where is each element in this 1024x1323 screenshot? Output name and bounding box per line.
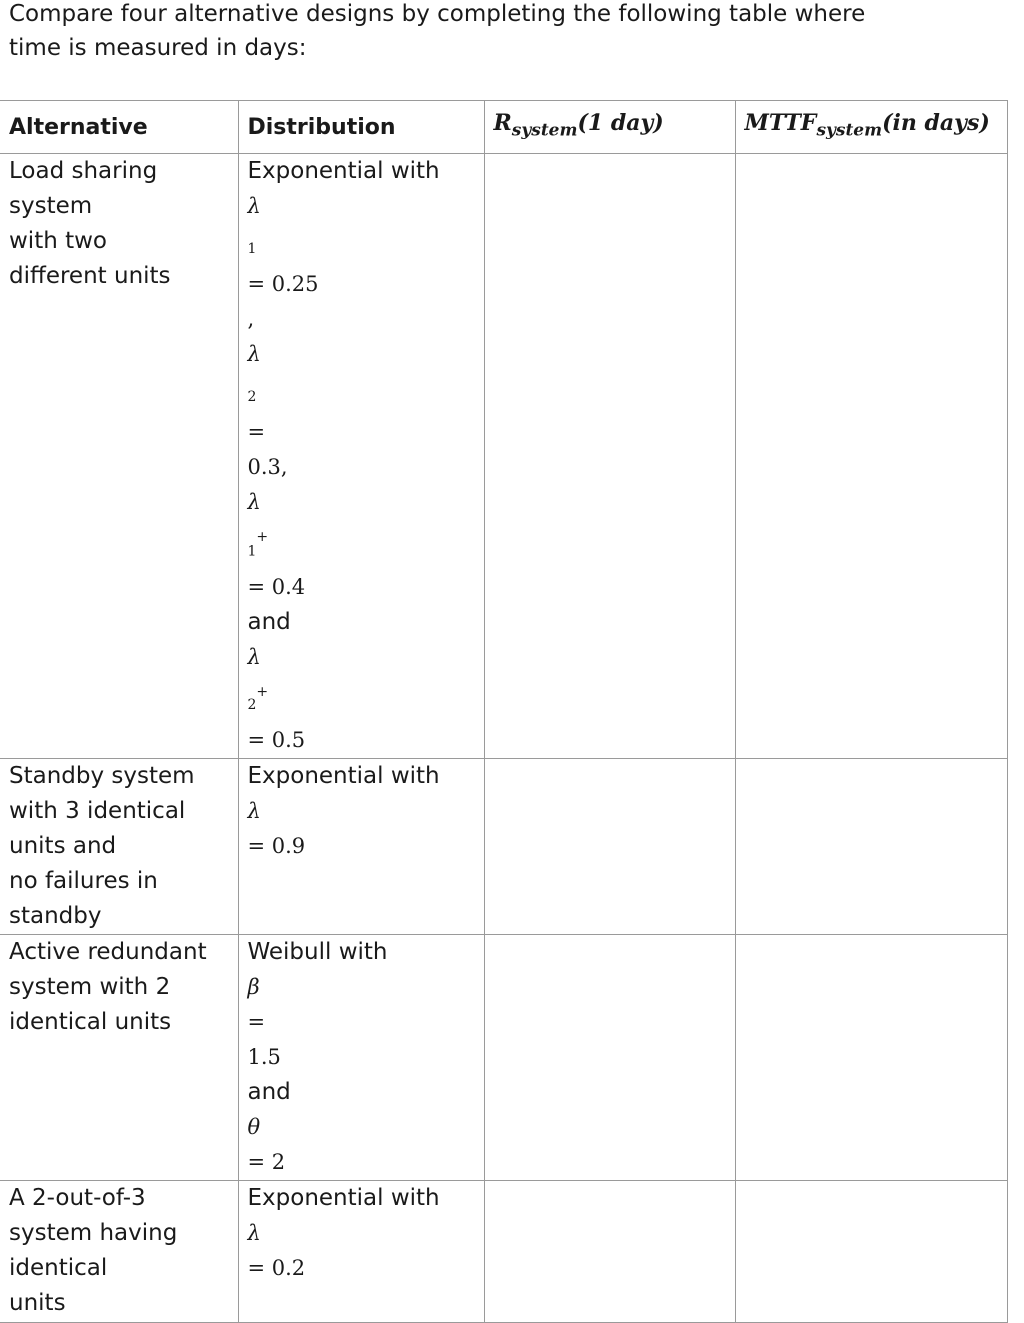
distribution-name: Weibull with xyxy=(247,938,388,965)
lambda-value: = 0.2 xyxy=(247,1255,306,1280)
problem-statement-line-1: Compare four alternative designs by completing the following table where xyxy=(9,1,866,27)
conjunction: and xyxy=(247,608,291,635)
lambda-symbol: λ xyxy=(247,644,261,669)
theta-value: = 2 xyxy=(247,1149,286,1174)
alternative-line: system with 2 xyxy=(9,973,171,1000)
equals-sign: = xyxy=(247,420,266,445)
reliability-answer-cell[interactable] xyxy=(484,154,735,759)
alternative-line: identical xyxy=(9,1254,108,1281)
mttf-argument: (in days) xyxy=(882,109,990,136)
theta-line xyxy=(248,1075,484,1180)
lambda-rate-line xyxy=(248,794,484,864)
reliability-answer-cell[interactable] xyxy=(484,758,735,934)
lambda-superscript: + xyxy=(256,529,269,546)
beta-symbol: β xyxy=(247,974,260,999)
equals-sign: = xyxy=(247,1009,266,1034)
lambda-symbol: λ xyxy=(247,490,261,515)
distribution-line: Exponential with xyxy=(247,158,440,184)
lambda-value: = 0.5 xyxy=(247,727,306,752)
separator: , xyxy=(247,307,255,332)
lambda-plus-line xyxy=(248,485,484,639)
header-alternative: Alternative xyxy=(0,101,238,154)
reliability-subscript: system xyxy=(511,120,578,141)
alternative-line: units and xyxy=(9,832,117,859)
lambda-symbol: λ xyxy=(247,798,261,823)
lambda-symbol: λ xyxy=(247,194,261,218)
alternative-cell xyxy=(0,154,238,759)
table-row xyxy=(0,934,1007,1180)
mttf-answer-cell[interactable] xyxy=(735,1180,1007,1322)
alternative-line: system xyxy=(9,193,93,219)
mttf-answer-cell[interactable] xyxy=(735,758,1007,934)
header-system-mttf xyxy=(735,101,1007,154)
theta-symbol: θ xyxy=(247,1114,261,1139)
table-row xyxy=(0,154,1007,759)
mttf-answer-cell[interactable] xyxy=(735,154,1007,759)
lambda-superscript: + xyxy=(256,683,269,700)
distribution-cell xyxy=(238,1180,484,1322)
beta-value: 1.5 xyxy=(247,1044,281,1069)
lambda-subscript: 1 xyxy=(247,241,257,258)
lambda-value: = 0.4 xyxy=(247,574,306,599)
lambda-symbol: λ xyxy=(247,342,261,367)
distribution-line: Exponential with xyxy=(247,1184,440,1211)
lambda-symbol: λ xyxy=(247,1220,261,1245)
lambda-subscript: 2 xyxy=(247,389,257,406)
lambda-value: = 0.9 xyxy=(247,833,306,858)
problem-statement xyxy=(9,0,1009,65)
alternative-line: A 2-out-of-3 xyxy=(9,1184,146,1211)
alternative-line: no failures in xyxy=(9,867,158,894)
lambda-subscript: 1 xyxy=(247,543,257,560)
distribution-line: Exponential with xyxy=(247,762,440,789)
distribution-line xyxy=(248,935,484,1040)
alternative-line: Active redundant xyxy=(9,938,207,965)
header-system-reliability xyxy=(484,101,735,154)
table-header-row xyxy=(0,101,1007,154)
alternative-line: with two xyxy=(9,228,108,254)
distribution-cell xyxy=(238,934,484,1180)
table-row xyxy=(0,1180,1007,1322)
lambda-plus-line xyxy=(248,640,484,758)
alternative-line: identical units xyxy=(9,1008,172,1035)
comparison-table xyxy=(0,100,1008,1323)
lambda-subscript: 2 xyxy=(247,696,257,713)
mttf-symbol: MTTF xyxy=(744,109,817,136)
lambda-rates-line xyxy=(248,189,484,450)
conjunction: and xyxy=(247,1078,291,1105)
alternative-line: units xyxy=(9,1289,66,1316)
reliability-argument: (1 day) xyxy=(577,109,664,136)
mttf-subscript: system xyxy=(816,120,883,141)
alternative-cell xyxy=(0,1180,238,1322)
lambda-rate-line xyxy=(248,1216,484,1286)
lambda-value: = 0.25 xyxy=(247,272,319,297)
alternative-line: system having xyxy=(9,1219,178,1246)
lambda-value-line: 0.3, xyxy=(247,455,288,480)
distribution-cell xyxy=(238,758,484,934)
table-row xyxy=(0,758,1007,934)
alternative-line: standby xyxy=(9,902,102,929)
alternative-cell xyxy=(0,758,238,934)
problem-statement-line-2: time is measured in days: xyxy=(9,35,307,61)
alternative-cell xyxy=(0,934,238,1180)
header-distribution: Distribution xyxy=(238,101,484,154)
reliability-symbol: R xyxy=(493,109,512,136)
mttf-answer-cell[interactable] xyxy=(735,934,1007,1180)
alternative-line: different units xyxy=(9,263,171,289)
alternative-line: with 3 identical xyxy=(9,797,186,824)
alternative-line: Load sharing xyxy=(9,158,158,184)
alternative-line: Standby system xyxy=(9,762,195,789)
distribution-cell xyxy=(238,154,484,759)
reliability-answer-cell[interactable] xyxy=(484,1180,735,1322)
reliability-answer-cell[interactable] xyxy=(484,934,735,1180)
